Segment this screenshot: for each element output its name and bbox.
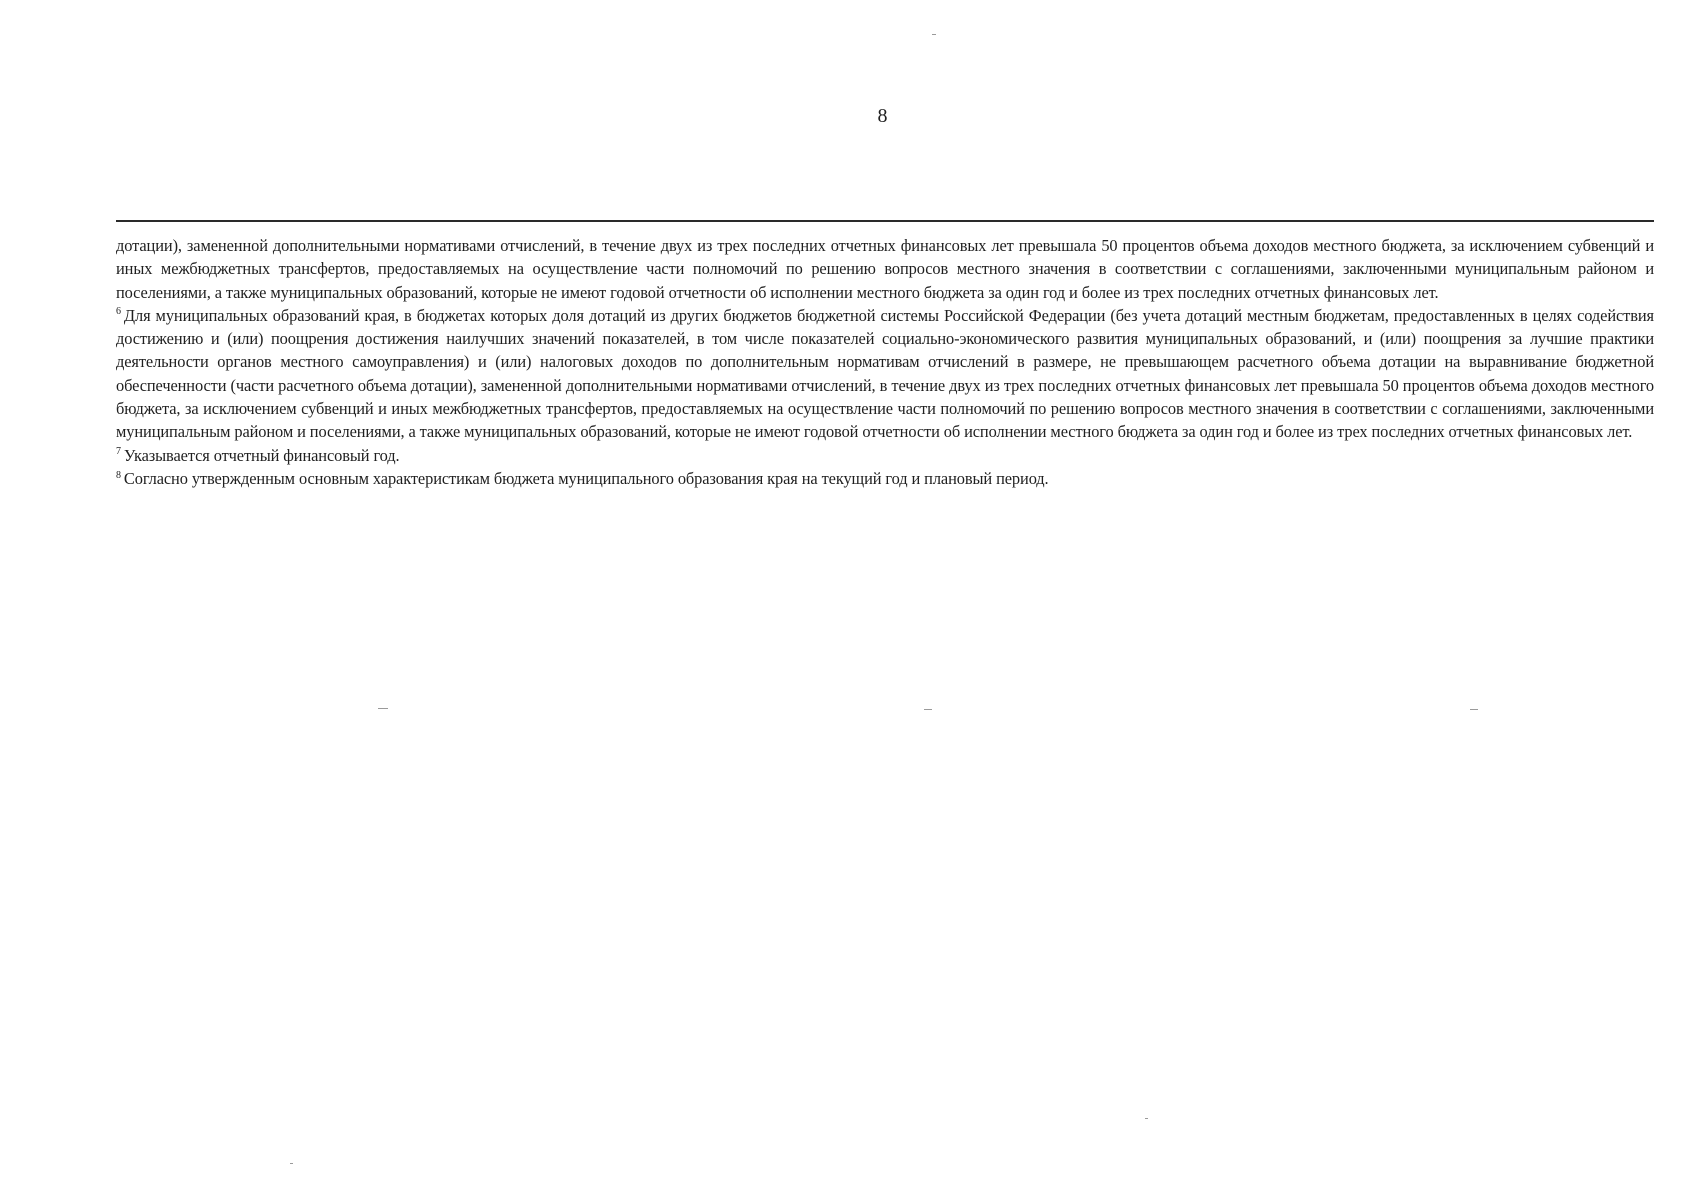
footnote-separator bbox=[116, 220, 1654, 222]
footnote-text: Согласно утвержденным основным характеристикам бюджета муниципального образования края на текущий год и плановый период. bbox=[123, 468, 1049, 488]
scan-speck bbox=[932, 34, 936, 35]
page-number: 8 bbox=[877, 105, 888, 127]
scan-speck bbox=[1470, 709, 1478, 710]
footnote-continuation bbox=[116, 234, 1654, 304]
footnotes-block bbox=[116, 234, 1654, 490]
footnote-marker: 8 bbox=[116, 469, 121, 481]
footnote-marker: 6 bbox=[116, 306, 121, 318]
footnote-marker: 7 bbox=[116, 446, 121, 458]
footnote-6 bbox=[116, 304, 1654, 444]
scan-speck bbox=[924, 709, 932, 710]
scan-speck bbox=[290, 1163, 293, 1164]
scan-speck bbox=[378, 708, 388, 709]
footnote-text: дотации), замененной дополнительными нормативами отчислений, в течение двух из трех последних отчетных финансовых лет превышала 50 процентов объема доходов местного бюджета, за исключением субвенций и иных межбюджетных трансфертов, предоставляемых на осуществление части полномочий по решению вопросов местного значения в соответствии с соглашениями, заключенными муниципальным районом и поселениями, а также муниципальных образований, которые не имеют годовой отчетности об исполнении местного бюджета за один год и более из трех последних отчетных финансовых лет. bbox=[116, 236, 1654, 302]
footnote-7 bbox=[116, 444, 1654, 467]
scan-speck bbox=[1145, 1118, 1148, 1119]
footnote-text: Указывается отчетный финансовый год. bbox=[123, 445, 400, 465]
footnote-8 bbox=[116, 467, 1654, 490]
footnote-text: Для муниципальных образований края, в бюджетах которых доля дотаций из других бюджетов бюджетной системы Российской Федерации (без учета дотаций местным бюджетам, предоставленных в целях содействия достижению и (или) поощрения достижения наилучших значений показателей, в том числе показателей социально-экономического развития муниципальных образований, и (или) поощрения за лучшие практики деятельности органов местного самоуправления) и (или) налоговых доходов по дополнительным нормативам отчислений в размере, не превышающем расчетного объема дотации на выравнивание бюджетной обеспеченности (части расчетного объема дотации), замененной дополнительными нормативами отчислений, в течение двух из трех последних отчетных финансовых лет превышала 50 процентов объема доходов местного бюджета, за исключением субвенций и иных межбюджетных трансфертов, предоставляемых на осуществление части полномочий по решению вопросов местного значения в соответствии с соглашениями, заключенными муниципальным районом и поселениями, а также муниципальных образований, которые не имеют годовой отчетности об исполнении местного бюджета за один год и более из трех последних отчетных финансовых лет. bbox=[116, 305, 1654, 442]
